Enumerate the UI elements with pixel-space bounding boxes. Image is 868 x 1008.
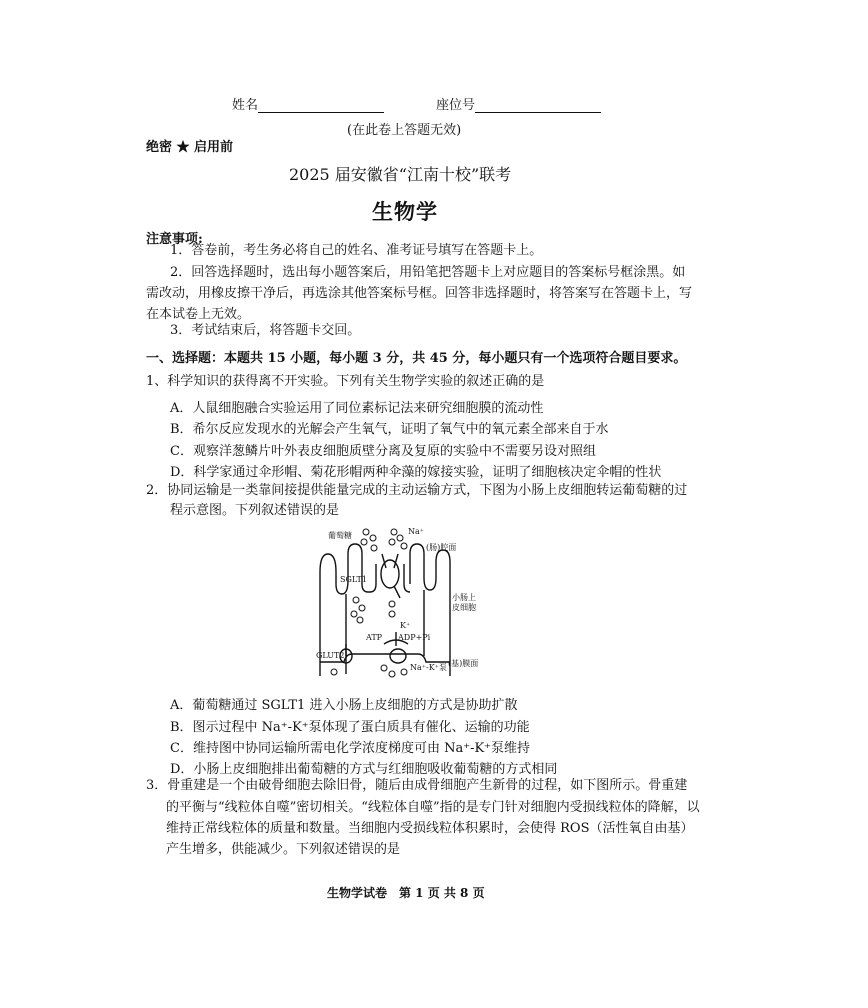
q1-stem: 1、科学知识的获得离不开实验。下列有关生物学实验的叙述正确的是	[146, 374, 545, 389]
glucose-molecule	[353, 597, 359, 603]
name-field	[232, 94, 384, 113]
q3-line-2: 的平衡与“线粒体自噬”密切相关。“线粒体自噬”指的是专门针对细胞内受损线粒体的降解，以	[166, 800, 700, 815]
exam-title: 2025 届安徽省“江南十校”联考	[289, 165, 512, 184]
glucose-molecule	[363, 529, 369, 535]
name-label: 姓名	[232, 98, 259, 113]
page-footer: 生物学试卷 第 1 页 共 8 页	[327, 886, 485, 900]
glucose-transport-diagram	[300, 524, 500, 684]
notice-item-2-line-1: 2．回答选择题时，选出每小题答案后，用铅笔把答题卡上对应题目的答案标号框涂黑。如	[170, 265, 686, 280]
na-ion	[391, 529, 397, 535]
seat-field	[436, 94, 601, 113]
notice-item-3: 3．考试结束后，将答题卡交回。	[170, 323, 361, 338]
q1-option-c: C．观察洋葱鳞片叶外表皮细胞质壁分离及复原的实验中不需要另设对照组	[170, 444, 596, 459]
q3-line-4: 产生增多，供能减少。下列叙述错误的是	[166, 842, 401, 857]
label-atp: ATP	[366, 633, 383, 642]
apical-membrane-right	[410, 544, 450, 676]
q2-option-b: B．图示过程中 Na⁺-K⁺泵体现了蛋白质具有催化、运输的功能	[170, 720, 530, 735]
sglt1-channel-left	[370, 564, 376, 592]
na-ion	[401, 669, 407, 675]
invalid-note: (在此卷上答题无效)	[347, 123, 462, 138]
seat-label: 座位号	[436, 98, 476, 113]
q1-option-b: B．希尔反应发现水的光解会产生氧气，证明了氧气中的氧元素全部来自于水	[170, 422, 609, 437]
label-glut2: GLUT2	[316, 651, 345, 660]
glucose-molecule	[361, 539, 367, 545]
inside-arrow	[394, 586, 400, 598]
na-ion	[397, 535, 403, 541]
notice-heading: 注意事项:	[146, 232, 203, 247]
q2-stem-line-2: 程示意图。下列叙述错误的是	[170, 503, 340, 518]
na-ion	[401, 543, 407, 549]
q2-option-c: C．维持图中协同运输所需电化学浓度梯度可由 Na⁺-K⁺泵维持	[170, 741, 531, 756]
na-ion	[389, 601, 395, 607]
label-lumen: (肠)腔面	[426, 543, 457, 552]
subject-title: 生物学	[372, 199, 438, 224]
q3-line-3: 维持正常线粒体的质量和数量。当细胞内受损线粒体积累时，会使得 ROS（活性氧自由基）	[166, 821, 694, 836]
label-cell-line-2: 皮细胞	[452, 603, 476, 612]
glucose-molecule	[351, 611, 357, 617]
label-na: Na⁺	[408, 527, 424, 536]
label-basal: (基)膜面	[448, 659, 479, 668]
label-adp: ADP+Pi	[398, 633, 431, 642]
glucose-molecule	[331, 669, 337, 675]
glucose-molecule	[371, 545, 377, 551]
q1-option-a: A．人鼠细胞融合实验运用了同位素标记法来研究细胞膜的流动性	[170, 401, 544, 416]
q3-line-1: 3．骨重建是一个由破骨细胞去除旧骨，随后由成骨细胞产生新骨的过程，如下图所示。骨重建	[146, 778, 688, 793]
glucose-molecule	[370, 535, 376, 541]
notice-item-1: 1．答卷前，考生务必将自己的姓名、准考证号填写在答题卡上。	[170, 243, 543, 258]
label-k: K⁺	[400, 621, 411, 630]
q1-option-d: D．科学家通过伞形帽、菊花形帽两种伞藻的嫁接实验，证明了细胞核决定伞帽的性状	[170, 465, 662, 480]
secret-label: 绝密 ★ 启用前	[146, 140, 234, 155]
na-k-pump-protein	[390, 649, 406, 663]
q2-option-d: D．小肠上皮细胞排出葡萄糖的方式与红细胞吸收葡萄糖的方式相同	[170, 762, 558, 777]
label-glucose: 葡萄糖	[328, 531, 352, 540]
name-blank	[258, 98, 384, 113]
glucose-molecule	[357, 617, 363, 623]
na-ion	[381, 665, 387, 671]
na-ion	[389, 539, 395, 545]
sglt1-protein	[381, 560, 399, 588]
label-cell-line-1: 小肠上	[452, 593, 476, 602]
q2-option-a: A．葡萄糖通过 SGLT1 进入小肠上皮细胞的方式是协助扩散	[170, 698, 518, 713]
notice-item-2-line-2: 需改动，用橡皮擦干净后，再选涂其他答案标号框。回答非选择题时，将答案写在答题卡上，写	[146, 286, 693, 301]
na-ion	[389, 611, 395, 617]
notice-item-2-line-3: 在本试卷上无效。	[146, 307, 251, 322]
na-ion	[389, 671, 395, 677]
label-pump: Na⁺-K⁺泵	[410, 663, 447, 672]
glucose-molecule	[359, 605, 365, 611]
section-1-heading: 一、选择题：本题共 15 小题，每小题 3 分，共 45 分，每小题只有一个选项符合题目要求。	[146, 351, 687, 366]
label-sglt1: SGLT1	[340, 575, 367, 584]
q2-stem-line-1: 2．协同运输是一类靠间接提供能量完成的主动运输方式，下图为小肠上皮细胞转运葡萄糖的过	[146, 483, 688, 498]
sglt1-channel-right	[404, 564, 410, 592]
seat-blank	[475, 98, 601, 113]
